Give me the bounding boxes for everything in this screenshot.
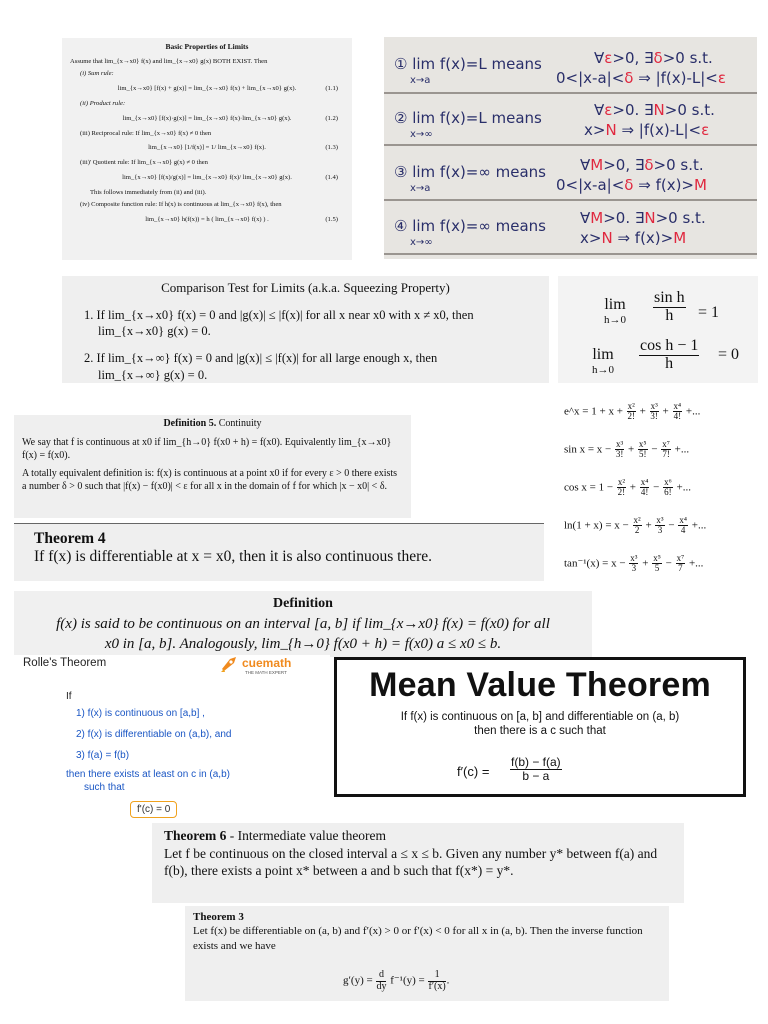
series-term <box>617 478 626 498</box>
rolle-if: If <box>66 691 72 702</box>
series-term-num: x² <box>617 477 626 487</box>
theorem6-heading: Theorem 6 - Intermediate value theorem <box>164 828 387 843</box>
series-term <box>678 516 688 536</box>
comparison-title: Comparison Test for Limits (a.k.a. Squeezing Property) <box>161 280 450 295</box>
comparison-item-2a: 2. If lim_{x→∞} f(x) = 0 and |g(x)| ≤ |f(x)| for all large enough x, then <box>84 351 438 366</box>
series-dots: +... <box>686 557 704 570</box>
rocket-icon <box>218 655 240 675</box>
comparison-item-2b: lim_{x→∞} g(x) = 0. <box>98 368 208 383</box>
series-term-den: 4! <box>640 487 649 498</box>
theorem4-panel <box>14 523 544 581</box>
trig-limit-2-frac: $\frac{\text{cos h − 1}}{h}$ <box>640 337 699 372</box>
theorem6-panel <box>152 823 684 903</box>
series-term <box>676 554 686 574</box>
series-term <box>655 516 664 536</box>
series-sign: + <box>627 481 639 494</box>
whiteboard-row-4-right-a: ∀M>0. ∃N>0 s.t. <box>580 209 706 227</box>
series-dots: +... <box>683 405 701 418</box>
series-term-num: x³ <box>656 515 664 525</box>
series-term-den: 4! <box>673 411 682 422</box>
whiteboard-line <box>384 199 757 201</box>
rolle-result-box: f'(c) = 0 <box>130 801 177 818</box>
series-sign: + <box>642 519 655 532</box>
basic-limits-assumption: Assume that lim_{x→x0} f(x) and lim_{x→x0} g(x) BOTH EXIST. Then <box>70 58 268 66</box>
comparison-item-1b: lim_{x→x0} g(x) = 0. <box>98 324 211 339</box>
series-term <box>627 402 636 422</box>
series-term <box>663 478 673 498</box>
series-exp <box>564 402 700 422</box>
sum-rule-eq: lim_{x→x0} [f(x) + g(x)] = lim_{x→x0} f(x) + lim_{x→x0} g(x). (1.1) <box>117 84 338 92</box>
rolle-title: Rolle's Theorem <box>23 657 107 669</box>
series-term-den: 2! <box>617 487 626 498</box>
rolle-condition-3: 3) f(a) = f(b) <box>76 750 130 761</box>
series-term-num: x⁶ <box>664 477 672 487</box>
series-term <box>652 554 662 574</box>
quotient-rule-label: (iii)' Quotient rule: If lim_{x→x0} g(x) ≠ 0 then <box>80 159 208 167</box>
series-lhs: ln(1 + x) = x − <box>564 519 632 532</box>
series-term <box>640 478 650 498</box>
series-term <box>638 440 648 460</box>
definition-interval-panel <box>14 591 592 657</box>
series-term <box>650 402 659 422</box>
series-dots: +... <box>688 519 707 532</box>
cuemath-brand-sub: THE MATH EXPERT <box>245 670 287 675</box>
series-term <box>629 554 638 574</box>
whiteboard-row-4-under: x→∞ <box>410 237 433 248</box>
series-sign: − <box>662 557 675 570</box>
series-sign: + <box>659 405 672 418</box>
series-term-den: 3! <box>615 449 624 460</box>
theorem3-title: Theorem 3 <box>193 911 244 923</box>
series-dots: +... <box>671 443 690 456</box>
series-term-den: 3 <box>657 525 663 536</box>
trig-limit-1-frac: $\frac{\text{sin h}}{h}$ <box>654 289 685 324</box>
mvt-lhs: f′(c) = <box>457 764 490 779</box>
whiteboard-row-1-right-b: 0<|x-a|<δ ⇒ |f(x)-L|<ε <box>556 69 726 87</box>
series-sign: − <box>648 443 661 456</box>
series-term-num: x⁷ <box>676 553 685 563</box>
comparison-test-panel <box>62 276 549 383</box>
series-cos <box>564 478 691 498</box>
whiteboard-row-1-under: x→a <box>410 75 431 86</box>
series-sign: + <box>639 557 652 570</box>
definition5-para-1: We say that f is continuous at x0 if lim_{h→0} f(x0 + h) = f(x0). Equivalently lim_{x→x0} f(x) = f(x0). <box>22 437 392 462</box>
theorem6-text: Let f be continuous on the closed interval a ≤ x ≤ b. Given any number y* between f(a) and f(b), there exists a point x* between a and b such that f(x*) = y*. <box>164 845 658 879</box>
mvt-line-1: If f(x) is continuous on [a, b] and differentiable on (a, b) <box>400 711 680 723</box>
cuemath-logo <box>218 655 240 680</box>
series-term-num: x⁴ <box>640 477 649 487</box>
series-sign: + <box>636 405 649 418</box>
theorem3-text: Let f(x) be differentiable on (a, b) and f′(x) > 0 or f′(x) < 0 for all x in (a, b). Then the inverse function exists and we have <box>193 925 643 952</box>
whiteboard-line <box>384 92 757 94</box>
whiteboard-row-2-under: x→∞ <box>410 129 433 140</box>
series-lhs: e^x = 1 + x + <box>564 405 626 418</box>
rolle-then-2: such that <box>84 782 125 793</box>
whiteboard-row-1-left: ① lim f(x)=L means <box>394 55 542 73</box>
rolle-then-1: then there exists at least on c in (a,b) <box>66 769 230 780</box>
series-term-num: x⁴ <box>673 401 682 411</box>
whiteboard-row-4-right-b: x>N ⇒ f(x)>M <box>580 229 687 247</box>
series-term-den: 2 <box>634 525 640 536</box>
mvt-fraction: $\frac{f(b) - f(a)}{b - a}$ <box>511 755 561 783</box>
reciprocal-rule-label: (iii) Reciprocal rule: If lim_{x→x0} f(x) ≠ 0 then <box>80 129 212 137</box>
whiteboard-row-1-right-a: ∀ε>0, ∃δ>0 s.t. <box>594 49 713 67</box>
series-lhs: cos x = 1 − <box>564 481 616 494</box>
mvt-line-2: then there is a c such that <box>474 725 606 737</box>
sum-rule-label: (i) Sum rule: <box>80 70 114 78</box>
series-atan <box>564 554 703 574</box>
mvt-title: Mean Value Theorem <box>369 666 711 704</box>
definition-interval-line-2: x0 in [a, b]. Analogously, lim_{h→0} f(x0 + h) = f(x0) a ≤ x0 ≤ b. <box>104 636 502 653</box>
series-term-den: 5! <box>638 449 647 460</box>
definition5-para-2: A totally equivalent definition is: f(x) is continuous at a point x0 if for every ε > 0 there exists a number δ > 0 such that |f(x) − f(x0)| < ε for all x in the domain of f for which |x − x0| < δ. <box>22 467 398 492</box>
product-rule-label: (ii) Product rule: <box>80 99 126 107</box>
series-term-den: 3! <box>650 411 658 422</box>
theorem3-equation: g′(y) = $\frac{d}{dy}$ f⁻¹(y) = $\frac{1}{f'(x)}$ . <box>343 969 450 992</box>
whiteboard-line <box>384 144 757 146</box>
series-lhs: sin x = x − <box>564 443 614 456</box>
whiteboard-row-2-right-b: x>N ⇒ |f(x)-L|<ε <box>584 121 710 139</box>
series-sign: − <box>650 481 663 494</box>
whiteboard-row-4-left: ④ lim f(x)=∞ means <box>394 217 546 235</box>
series-dots: +... <box>673 481 691 494</box>
theorem3-panel <box>185 906 669 1001</box>
series-term-num: x³ <box>650 401 658 411</box>
series-term <box>615 440 624 460</box>
trig-limits-panel <box>558 276 758 383</box>
composite-rule-eq: lim_{x→x0} h(f(x)) = h ( lim_{x→x0} f(x) ) . (1.5) <box>145 215 338 223</box>
series-sin <box>564 440 689 460</box>
trig-limit-1-rhs: = 1 <box>698 304 720 321</box>
whiteboard-row-2-left: ② lim f(x)=L means <box>394 109 542 127</box>
whiteboard-line <box>384 253 757 255</box>
series-term <box>633 516 642 536</box>
series-term-den: 7 <box>678 563 683 574</box>
basic-limits-panel <box>62 38 352 260</box>
whiteboard-row-3-left: ③ lim f(x)=∞ means <box>394 163 546 181</box>
product-rule-eq: lim_{x→x0} [f(x)·g(x)] = lim_{x→x0} f(x)·lim_{x→x0} g(x). (1.2) <box>122 114 338 122</box>
whiteboard-row-3-under: x→a <box>410 183 431 194</box>
basic-limits-title: Basic Properties of Limits <box>165 42 249 51</box>
trig-limit-2-lim: lim h→0 <box>592 346 614 376</box>
series-sign: + <box>625 443 637 456</box>
definition5-title: Definition 5. Continuity <box>163 418 262 429</box>
composite-rule-label: (iv) Composite function rule: If h(x) is continuous at lim_{x→x0} f(x), then <box>80 201 282 209</box>
definition-interval-title: Definition <box>273 596 333 611</box>
definition5-panel <box>14 415 411 518</box>
series-term-den: 5 <box>654 563 660 574</box>
series-term <box>673 402 683 422</box>
whiteboard-row-3-right-a: ∀M>0, ∃δ>0 s.t. <box>580 156 704 174</box>
taylor-series-panel <box>560 398 765 588</box>
theorem4-text: If f(x) is differentiable at x = x0, then it is also continuous there. <box>34 548 433 565</box>
mvt-panel <box>334 657 746 797</box>
series-term-num: x² <box>633 515 641 525</box>
series-ln <box>564 516 706 536</box>
series-sign: − <box>665 519 678 532</box>
follows-text: This follows immediately from (ii) and (iii). <box>90 189 207 197</box>
rolle-condition-1: 1) f(x) is continuous on [a,b] , <box>76 708 205 719</box>
series-term <box>661 440 671 460</box>
series-term-num: x⁵ <box>638 439 647 449</box>
series-term-den: 4 <box>680 525 686 536</box>
trig-limit-1-lim: lim h→0 <box>604 296 626 326</box>
whiteboard-row-3-right-b: 0<|x-a|<δ ⇒ f(x)>M <box>556 176 707 194</box>
rolle-condition-2: 2) f(x) is differentiable on (a,b), and <box>76 729 232 740</box>
whiteboard-photo <box>384 37 757 259</box>
series-term-num: x⁵ <box>653 553 661 563</box>
series-lhs: tan⁻¹(x) = x − <box>564 557 629 570</box>
series-term-den: 2! <box>627 411 635 422</box>
quotient-rule-eq: lim_{x→x0} [f(x)/g(x)] = lim_{x→x0} f(x)/ lim_{x→x0} g(x). (1.4) <box>122 174 338 182</box>
series-term-num: x⁷ <box>662 439 670 449</box>
series-term-den: 3 <box>631 563 637 574</box>
series-term-num: x³ <box>616 439 624 449</box>
trig-limit-2-rhs: = 0 <box>718 346 740 363</box>
cuemath-brand: cuemath <box>242 656 292 670</box>
series-term-num: x⁴ <box>679 515 687 525</box>
series-term-den: 7! <box>662 449 670 460</box>
series-term-num: x² <box>627 401 635 411</box>
series-term-num: x³ <box>630 553 638 563</box>
definition-interval-line-1: f(x) is said to be continuous on an interval [a, b] if lim_{x→x0} f(x) = f(x0) for all <box>56 615 550 632</box>
comparison-item-1a: 1. If lim_{x→x0} f(x) = 0 and |g(x)| ≤ |f(x)| for all x near x0 with x ≠ x0, then <box>84 307 474 322</box>
whiteboard-row-2-right-a: ∀ε>0. ∃N>0 s.t. <box>594 101 715 119</box>
theorem4-title: Theorem 4 <box>34 530 106 547</box>
series-term-den: 6! <box>664 487 672 498</box>
rolle-theorem-panel <box>0 655 330 825</box>
reciprocal-rule-eq: lim_{x→x0} [1/f(x)] = 1/ lim_{x→x0} f(x). (1.3) <box>148 144 338 152</box>
